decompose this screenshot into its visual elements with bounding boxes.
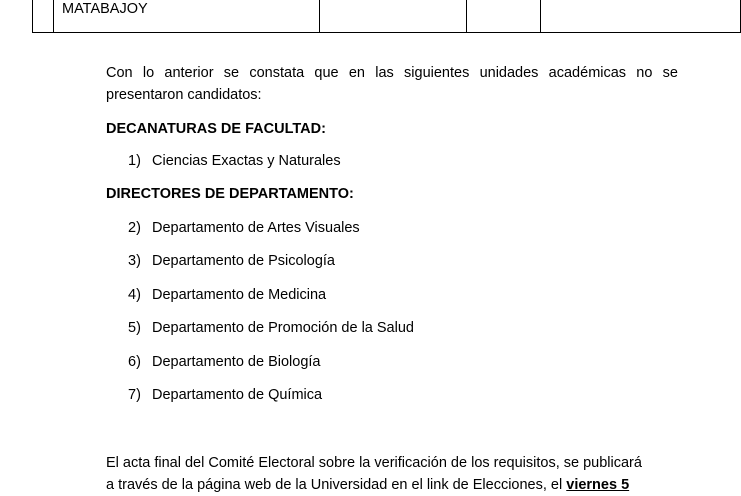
- table-cell: [541, 0, 741, 33]
- list-item: [128, 285, 326, 305]
- department-heading: DIRECTORES DE DEPARTAMENTO:: [106, 186, 354, 202]
- list-item-number: 2): [128, 220, 141, 236]
- list-item: [128, 318, 414, 338]
- closing-line-2: a través de la página web de la Universidad en el link de Elecciones, el: [106, 477, 567, 493]
- list-item: [128, 352, 320, 372]
- list-item-number: 7): [128, 387, 141, 403]
- table-cell: [467, 0, 541, 33]
- list-item-text: Departamento de Medicina: [152, 287, 327, 303]
- list-item-number: 5): [128, 320, 141, 336]
- closing-line-1: El acta final del Comité Electoral sobre la verificación de los requisitos, se publicará: [106, 455, 642, 471]
- list-item: [128, 251, 335, 271]
- list-item-text: Departamento de Química: [152, 387, 323, 403]
- list-item-text: Departamento de Promoción de la Salud: [152, 320, 414, 336]
- list-item: [128, 218, 360, 238]
- list-item: [128, 385, 322, 405]
- intro-paragraph: Con lo anterior se constata que en las siguientes unidades académicas no se presentaron candidatos:: [106, 65, 678, 103]
- list-item-text: Ciencias Exactas y Naturales: [152, 153, 341, 169]
- faculty-heading: DECANATURAS DE FACULTAD:: [106, 121, 326, 137]
- list-item: [128, 151, 341, 171]
- list-item-number: 4): [128, 287, 141, 303]
- candidates-table: [32, 0, 741, 33]
- closing-date-bold: viernes 5: [566, 477, 630, 493]
- table-cell: [320, 0, 467, 33]
- table-cell-name: MATABAJOY: [54, 0, 320, 33]
- list-item-text: Departamento de Artes Visuales: [152, 220, 360, 236]
- list-item-number: 6): [128, 354, 141, 370]
- table-cell-index: [33, 0, 54, 33]
- closing-paragraph: [106, 452, 678, 496]
- list-item-number: 1): [128, 153, 141, 169]
- list-item-text: Departamento de Biología: [152, 354, 321, 370]
- list-item-text: Departamento de Psicología: [152, 253, 335, 269]
- list-item-number: 3): [128, 253, 141, 269]
- table-row: [33, 0, 741, 33]
